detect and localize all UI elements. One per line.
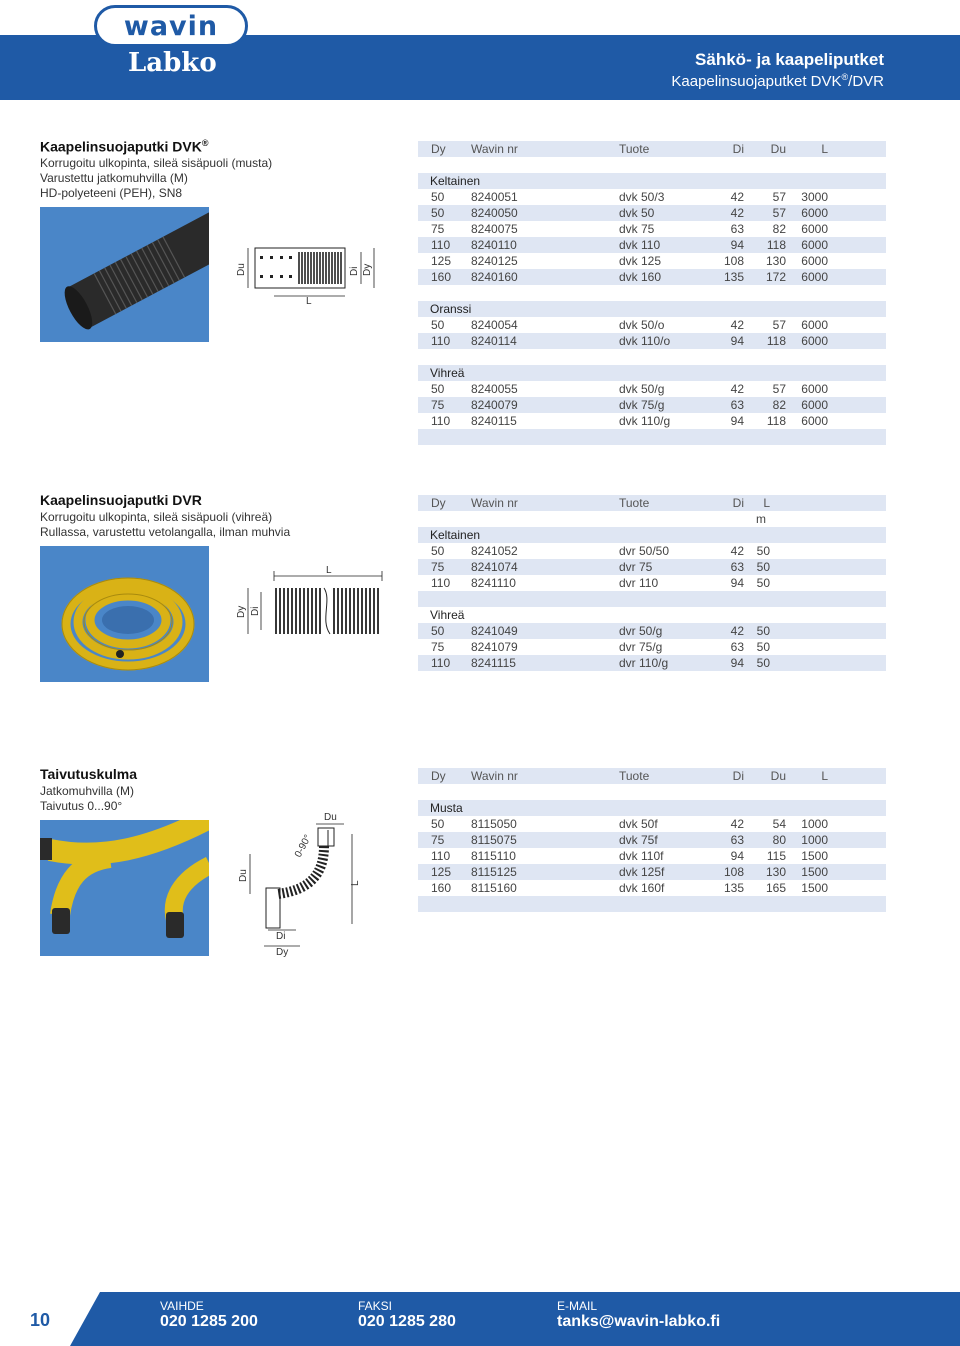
- cell: 1500: [801, 849, 828, 863]
- table-row: [418, 864, 886, 880]
- cell: 1500: [801, 865, 828, 879]
- header-subtitle: [671, 72, 884, 90]
- bend-pipe-photo: [40, 820, 209, 956]
- table-row: [418, 269, 886, 285]
- table-row: [418, 237, 886, 253]
- cell: 75: [431, 560, 445, 574]
- dvr-title: Kaapelinsuojaputki DVR: [40, 492, 202, 508]
- cell: 50: [431, 190, 445, 204]
- cell: 42: [730, 206, 744, 220]
- dvk-title-text: Kaapelinsuojaputki DVK: [40, 138, 202, 155]
- cell: 125: [431, 254, 452, 268]
- dvk-desc-1: Korrugoitu ulkopinta, sileä sisäpuoli (musta): [40, 156, 273, 170]
- table-row: [418, 559, 886, 575]
- table-header-row: [418, 495, 886, 511]
- cell: 8240054: [471, 318, 518, 332]
- cell: 8240114: [471, 334, 517, 348]
- group-heading: [418, 527, 886, 543]
- cell: 54: [772, 817, 786, 831]
- cell: 118: [766, 238, 786, 252]
- table-row: [418, 221, 886, 237]
- header-subtitle-b: /DVR: [848, 73, 884, 90]
- header-subtitle-a: Kaapelinsuojaputket DVK: [671, 73, 842, 90]
- cell: 63: [730, 560, 744, 574]
- bend-dimension-diagram: [238, 806, 368, 958]
- cell: 135: [723, 270, 744, 284]
- cell: dvk 50/g: [619, 382, 665, 396]
- cell: 118: [766, 334, 786, 348]
- cell: dvk 110: [619, 238, 661, 252]
- cell: dvk 160: [619, 270, 662, 284]
- spacer-row: [418, 349, 886, 365]
- cell: dvk 50f: [619, 817, 658, 831]
- cell: 8241052: [471, 544, 518, 558]
- cell: 108: [723, 254, 744, 268]
- cell: 160: [431, 270, 452, 284]
- col-dy: Dy: [431, 769, 446, 783]
- col-di: Di: [732, 496, 744, 510]
- cell: 172: [765, 270, 786, 284]
- cell: 8241115: [471, 656, 516, 670]
- page-number: 10: [30, 1310, 51, 1330]
- col-l: L: [821, 142, 828, 156]
- cell: 75: [431, 222, 445, 236]
- cell: 6000: [801, 382, 828, 396]
- cell: 50: [756, 544, 770, 558]
- phone-label: VAIHDE: [160, 1299, 204, 1313]
- cell: 130: [765, 254, 786, 268]
- cell: 8241074: [471, 560, 518, 574]
- cell: 50: [756, 640, 770, 654]
- table-header-row: [418, 141, 886, 157]
- cell: 50: [756, 656, 770, 670]
- cell: 8240075: [471, 222, 518, 236]
- header-subtitle-sup: ®: [841, 72, 849, 82]
- col-tuote: Tuote: [619, 496, 650, 510]
- cell: dvk 110/o: [619, 334, 671, 348]
- cell: 8240125: [471, 254, 518, 268]
- dvk-dim-l: L: [306, 296, 312, 307]
- cell: dvr 75: [619, 560, 653, 574]
- cell: dvk 50/o: [619, 318, 665, 332]
- cell: 118: [766, 414, 786, 428]
- col-wavin-nr: Wavin nr: [471, 496, 518, 510]
- cell: 130: [765, 865, 786, 879]
- cell: 50: [756, 576, 770, 590]
- unit-m: m: [756, 512, 766, 526]
- cell: dvr 50/50: [619, 544, 670, 558]
- spacer-row: [418, 784, 886, 800]
- cell: 125: [431, 865, 452, 879]
- cell: 108: [723, 865, 744, 879]
- dvk-desc-2: Varustettu jatkomuhvilla (M): [40, 171, 188, 185]
- bend-dim-di: Di: [276, 931, 286, 942]
- cell: 1000: [801, 817, 828, 831]
- group-name: Oranssi: [430, 302, 472, 316]
- cell: 57: [772, 382, 786, 396]
- col-tuote: Tuote: [619, 142, 650, 156]
- cell: 94: [730, 238, 744, 252]
- table-end-row: [418, 896, 886, 912]
- cell: 6000: [801, 270, 828, 284]
- cell: 8115050: [471, 817, 517, 831]
- dvk-dim-dy: Dy: [362, 263, 373, 276]
- cell: dvr 110: [619, 576, 659, 590]
- group-heading: [418, 365, 886, 381]
- cell: 50: [431, 624, 445, 638]
- table-row: [418, 655, 886, 671]
- cell: 110: [431, 238, 451, 252]
- cell: 75: [431, 398, 445, 412]
- cell: 6000: [801, 254, 828, 268]
- cell: 42: [730, 544, 744, 558]
- fax-label: FAKSI: [358, 1299, 393, 1313]
- cell: dvk 50: [619, 206, 655, 220]
- cell: 8240055: [471, 382, 518, 396]
- wavin-logo: [94, 5, 248, 47]
- bend-pipe-illustration: [40, 820, 209, 956]
- cell: 8115125: [471, 865, 517, 879]
- cell: 42: [730, 190, 744, 204]
- cell: 1500: [801, 881, 828, 895]
- col-di: Di: [732, 769, 744, 783]
- col-du: Du: [770, 769, 786, 783]
- cell: dvk 125f: [619, 865, 665, 879]
- group-name: Keltainen: [430, 174, 481, 188]
- cell: 63: [730, 222, 744, 236]
- cell: 94: [730, 849, 744, 863]
- unit-row: [418, 511, 886, 527]
- table-row: [418, 397, 886, 413]
- cell: dvr 50/g: [619, 624, 663, 638]
- table-row: [418, 205, 886, 221]
- cell: dvr 75/g: [619, 640, 663, 654]
- table-row: [418, 639, 886, 655]
- cell: 94: [730, 576, 744, 590]
- dvr-coil-illustration: [40, 546, 209, 682]
- cell: 75: [431, 833, 445, 847]
- cell: 42: [730, 318, 744, 332]
- cell: 115: [766, 849, 786, 863]
- cell: dvk 75/g: [619, 398, 665, 412]
- table-row: [418, 543, 886, 559]
- table-header-row: [418, 768, 886, 784]
- cell: 1000: [801, 833, 828, 847]
- cell: 50: [756, 560, 770, 574]
- cell: dvk 75: [619, 222, 655, 236]
- cell: 57: [772, 318, 786, 332]
- bend-desc-1: Jatkomuhvilla (M): [40, 784, 135, 798]
- dvk-desc-3: HD-polyeteeni (PEH), SN8: [40, 186, 183, 200]
- email-label: E-MAIL: [557, 1299, 598, 1313]
- cell: 63: [730, 833, 744, 847]
- col-di: Di: [732, 142, 744, 156]
- dvk-title-sup: ®: [201, 138, 209, 148]
- cell: 8115160: [471, 881, 517, 895]
- dvk-table: [418, 141, 886, 445]
- group-name: Keltainen: [430, 528, 481, 542]
- table-row: [418, 253, 886, 269]
- bend-table: [418, 768, 886, 912]
- col-tuote: Tuote: [619, 769, 650, 783]
- cell: 6000: [801, 206, 828, 220]
- cell: dvk 110f: [619, 849, 664, 863]
- bend-dim-angle: 0-90°: [292, 833, 314, 860]
- cell: 110: [431, 334, 451, 348]
- group-name: Musta: [430, 801, 463, 815]
- bend-desc-2: Taivutus 0...90°: [40, 799, 123, 813]
- group-heading: [418, 173, 886, 189]
- col-l: L: [763, 496, 770, 510]
- col-dy: Dy: [431, 496, 446, 510]
- cell: 135: [723, 881, 744, 895]
- dvk-pipe-illustration: [40, 207, 209, 342]
- cell: 110: [431, 414, 451, 428]
- spacer-row: [418, 157, 886, 173]
- cell: 57: [772, 190, 786, 204]
- cell: 8240160: [471, 270, 518, 284]
- cell: 8115110: [471, 849, 516, 863]
- cell: dvk 160f: [619, 881, 665, 895]
- group-name: Vihreä: [430, 366, 465, 380]
- footer-corner: [0, 1292, 130, 1346]
- dvr-desc-2: Rullassa, varustettu vetolangalla, ilman muhvia: [40, 525, 291, 539]
- spacer-row: [418, 591, 886, 607]
- dvr-dim-di: Di: [250, 606, 261, 616]
- col-wavin-nr: Wavin nr: [471, 142, 518, 156]
- cell: 50: [431, 817, 445, 831]
- cell: 50: [431, 382, 445, 396]
- group-heading: [418, 301, 886, 317]
- cell: 50: [431, 318, 445, 332]
- cell: 160: [431, 881, 452, 895]
- cell: 42: [730, 817, 744, 831]
- cell: 8240115: [471, 414, 517, 428]
- dvr-dim-l: L: [326, 565, 332, 576]
- cell: 50: [431, 206, 445, 220]
- col-l: L: [821, 769, 828, 783]
- cell: 8115075: [471, 833, 517, 847]
- dvk-dim-du: Du: [236, 263, 247, 276]
- cell: 57: [772, 206, 786, 220]
- dvr-dimension-diagram: [232, 558, 387, 638]
- dvk-dimension-diagram: [232, 236, 387, 308]
- fax-number: 020 1285 280: [358, 1313, 456, 1330]
- dvr-desc-1: Korrugoitu ulkopinta, sileä sisäpuoli (vihreä): [40, 510, 273, 524]
- table-row: [418, 381, 886, 397]
- cell: 6000: [801, 414, 828, 428]
- col-wavin-nr: Wavin nr: [471, 769, 518, 783]
- dvr-coil-photo: [40, 546, 209, 682]
- page-header: [0, 0, 960, 100]
- cell: 110: [431, 849, 451, 863]
- phone-number[interactable]: 020 1285 200: [160, 1313, 258, 1330]
- table-row: [418, 623, 886, 639]
- spacer-row: [418, 285, 886, 301]
- brand-name: Labko: [128, 48, 217, 78]
- table-row: [418, 832, 886, 848]
- bend-dim-du-left: Du: [238, 869, 249, 882]
- cell: 6000: [801, 238, 828, 252]
- cell: 110: [431, 656, 451, 670]
- table-row: [418, 189, 886, 205]
- group-heading: [418, 800, 886, 816]
- cell: 8240110: [471, 238, 517, 252]
- group-name: Vihreä: [430, 608, 465, 622]
- table-row: [418, 413, 886, 429]
- table-row: [418, 333, 886, 349]
- cell: 94: [730, 334, 744, 348]
- footer-bar: [0, 1292, 960, 1346]
- cell: 42: [730, 624, 744, 638]
- cell: 8241110: [471, 576, 516, 590]
- email-link[interactable]: tanks@wavin-labko.fi: [557, 1313, 721, 1330]
- table-row: [418, 848, 886, 864]
- bend-dim-du-top: Du: [324, 812, 337, 823]
- dvr-table: [418, 495, 886, 671]
- cell: 94: [730, 414, 744, 428]
- cell: dvk 75f: [619, 833, 658, 847]
- table-row: [418, 880, 886, 896]
- logo-text: wavin: [123, 10, 219, 42]
- cell: 3000: [801, 190, 828, 204]
- cell: 94: [730, 656, 744, 670]
- cell: 6000: [801, 318, 828, 332]
- cell: 8240051: [471, 190, 518, 204]
- bend-dim-dy: Dy: [276, 947, 289, 958]
- table-row: [418, 575, 886, 591]
- bend-title: Taivutuskulma: [40, 766, 137, 782]
- dvr-dim-dy: Dy: [236, 605, 247, 618]
- header-title: Sähkö- ja kaapeliputket: [695, 50, 884, 69]
- cell: 50: [431, 544, 445, 558]
- cell: dvr 110/g: [619, 656, 669, 670]
- cell: dvk 110/g: [619, 414, 671, 428]
- cell: 8240050: [471, 206, 518, 220]
- table-row: [418, 317, 886, 333]
- cell: 8240079: [471, 398, 518, 412]
- cell: 6000: [801, 398, 828, 412]
- cell: 82: [772, 398, 786, 412]
- cell: 6000: [801, 222, 828, 236]
- cell: 42: [730, 382, 744, 396]
- cell: 80: [772, 833, 786, 847]
- cell: 75: [431, 640, 445, 654]
- cell: 8241049: [471, 624, 518, 638]
- cell: 82: [772, 222, 786, 236]
- cell: 110: [431, 576, 451, 590]
- cell: 63: [730, 640, 744, 654]
- dvk-title: [40, 138, 208, 155]
- dvk-dim-di: Di: [349, 266, 360, 276]
- cell: dvk 125: [619, 254, 662, 268]
- cell: 6000: [801, 334, 828, 348]
- cell: 63: [730, 398, 744, 412]
- cell: 165: [765, 881, 786, 895]
- bend-dim-l: L: [350, 880, 361, 886]
- cell: dvk 50/3: [619, 190, 665, 204]
- table-end-row: [418, 429, 886, 445]
- col-du: Du: [770, 142, 786, 156]
- group-heading: [418, 607, 886, 623]
- col-dy: Dy: [431, 142, 446, 156]
- dvk-pipe-photo: [40, 207, 209, 342]
- cell: 8241079: [471, 640, 518, 654]
- cell: 50: [756, 624, 770, 638]
- table-row: [418, 816, 886, 832]
